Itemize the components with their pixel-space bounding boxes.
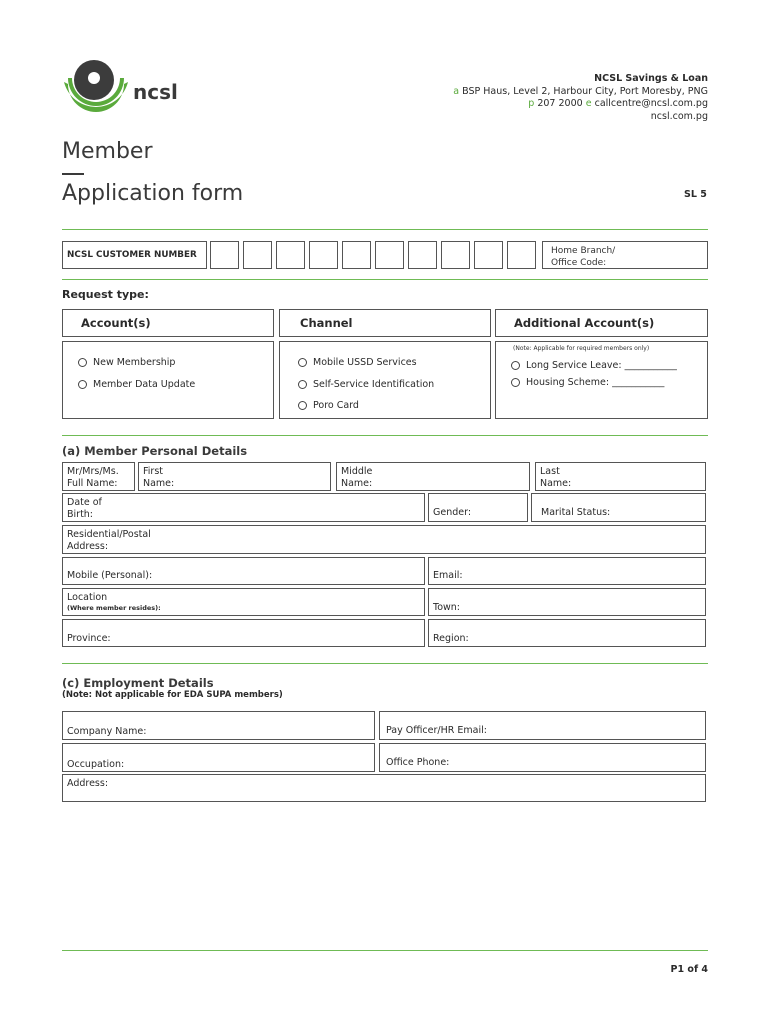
org-website: ncsl.com.pg bbox=[650, 110, 708, 122]
town-label: Town: bbox=[433, 602, 460, 613]
employer-address-field[interactable] bbox=[62, 774, 706, 802]
customer-number-cell[interactable] bbox=[375, 241, 404, 269]
title-label: Mr/Mrs/Ms. bbox=[67, 466, 119, 477]
additional-accounts-heading: Additional Account(s) bbox=[495, 309, 708, 337]
last-name-field[interactable] bbox=[535, 462, 706, 491]
radio-icon[interactable] bbox=[511, 378, 520, 387]
divider bbox=[62, 950, 708, 951]
page-number: P1 of 4 bbox=[670, 964, 708, 975]
title-field[interactable] bbox=[62, 462, 135, 491]
channel-heading: Channel bbox=[279, 309, 491, 337]
home-branch-field[interactable] bbox=[542, 241, 708, 269]
pay-officer-label: Pay Officer/HR Email: bbox=[386, 725, 487, 736]
divider bbox=[62, 229, 708, 230]
divider bbox=[62, 279, 708, 280]
middle-name-label: Middle bbox=[341, 466, 373, 477]
province-label: Province: bbox=[67, 633, 111, 644]
middle-name-field[interactable] bbox=[336, 462, 530, 491]
customer-number-cell[interactable] bbox=[507, 241, 536, 269]
channel-options bbox=[279, 341, 491, 419]
customer-number-cell[interactable] bbox=[276, 241, 305, 269]
marital-status-field[interactable] bbox=[531, 493, 706, 522]
customer-number-cell[interactable] bbox=[309, 241, 338, 269]
customer-number-label: NCSL CUSTOMER NUMBER bbox=[62, 241, 207, 269]
employment-details-heading: (c) Employment Details bbox=[62, 676, 214, 690]
first-name-field[interactable] bbox=[138, 462, 331, 491]
last-name-label-2: Name: bbox=[540, 478, 572, 489]
company-name-field[interactable] bbox=[62, 711, 375, 740]
personal-details-heading: (a) Member Personal Details bbox=[62, 444, 248, 458]
option-housing-scheme[interactable]: Housing Scheme: ___________ bbox=[511, 375, 707, 389]
town-field[interactable] bbox=[428, 588, 706, 616]
customer-number-cell[interactable] bbox=[342, 241, 371, 269]
org-contact: p 207 2000 e callcentre@ncsl.com.pg bbox=[528, 98, 708, 110]
title-divider bbox=[62, 173, 84, 175]
office-code-label: Office Code: bbox=[551, 258, 607, 268]
mobile-label: Mobile (Personal): bbox=[67, 570, 153, 581]
page-title-member: Member bbox=[62, 139, 153, 164]
office-phone-label: Office Phone: bbox=[386, 757, 450, 768]
middle-name-label-2: Name: bbox=[341, 478, 373, 489]
company-name-label: Company Name: bbox=[67, 726, 147, 737]
marital-status-label: Marital Status: bbox=[541, 507, 611, 518]
first-name-label-2: Name: bbox=[143, 478, 175, 489]
customer-number-cell[interactable] bbox=[243, 241, 272, 269]
option-long-service-leave[interactable]: Long Service Leave: ___________ bbox=[511, 358, 707, 372]
pay-officer-email-field[interactable] bbox=[379, 711, 706, 740]
region-field[interactable] bbox=[428, 619, 706, 647]
form-code: SL 5 bbox=[684, 189, 707, 200]
last-name-label: Last bbox=[540, 466, 560, 477]
divider bbox=[62, 663, 708, 664]
page-title-application-form: Application form bbox=[62, 181, 244, 206]
divider bbox=[62, 435, 708, 436]
logo-text: ncsl bbox=[133, 80, 178, 104]
province-field[interactable] bbox=[62, 619, 425, 647]
radio-icon[interactable] bbox=[298, 358, 307, 367]
customer-number-cell[interactable] bbox=[210, 241, 239, 269]
location-field[interactable] bbox=[62, 588, 425, 616]
accounts-options bbox=[62, 341, 274, 419]
gender-field[interactable] bbox=[428, 493, 528, 522]
home-branch-label: Home Branch/ bbox=[551, 246, 616, 256]
radio-icon[interactable] bbox=[511, 361, 520, 370]
option-self-service-id[interactable]: Self-Service Identification bbox=[298, 377, 490, 391]
customer-number-cell[interactable] bbox=[441, 241, 470, 269]
first-name-label: First bbox=[143, 466, 163, 477]
org-address: a BSP Haus, Level 2, Harbour City, Port Moresby, PNG bbox=[453, 85, 708, 97]
occupation-field[interactable] bbox=[62, 743, 375, 772]
radio-icon[interactable] bbox=[298, 401, 307, 410]
accounts-heading: Account(s) bbox=[62, 309, 274, 337]
organization-details bbox=[453, 73, 708, 123]
radio-icon[interactable] bbox=[298, 380, 307, 389]
address-label: Residential/Postal bbox=[67, 529, 151, 540]
option-member-data-update[interactable]: Member Data Update bbox=[78, 377, 273, 391]
mobile-field[interactable] bbox=[62, 557, 425, 585]
radio-icon[interactable] bbox=[78, 358, 87, 367]
location-note: (Where member resides): bbox=[67, 604, 161, 612]
option-mobile-ussd[interactable]: Mobile USSD Services bbox=[298, 355, 490, 369]
dob-label: Date of bbox=[67, 497, 102, 508]
email-label: Email: bbox=[433, 570, 463, 581]
full-name-label: Full Name: bbox=[67, 478, 118, 489]
email-field[interactable] bbox=[428, 557, 706, 585]
radio-icon[interactable] bbox=[78, 380, 87, 389]
employer-address-label: Address: bbox=[67, 778, 109, 789]
office-phone-field[interactable] bbox=[379, 743, 706, 772]
org-name: NCSL Savings & Loan bbox=[594, 73, 708, 84]
occupation-label: Occupation: bbox=[67, 759, 125, 770]
option-poro-card[interactable]: Poro Card bbox=[298, 398, 490, 412]
date-of-birth-field[interactable] bbox=[62, 493, 425, 522]
dob-label-2: Birth: bbox=[67, 509, 94, 520]
request-type-heading: Request type: bbox=[62, 288, 149, 301]
residential-address-field[interactable] bbox=[62, 525, 706, 554]
additional-options bbox=[495, 341, 708, 419]
customer-number-cell[interactable] bbox=[408, 241, 437, 269]
employment-note: (Note: Not applicable for EDA SUPA members) bbox=[62, 690, 283, 700]
option-new-membership[interactable]: New Membership bbox=[78, 355, 273, 369]
address-label-2: Address: bbox=[67, 541, 109, 552]
gender-label: Gender: bbox=[433, 507, 472, 518]
additional-note: (Note: Applicable for required members only) bbox=[513, 345, 650, 352]
region-label: Region: bbox=[433, 633, 469, 644]
location-label: Location bbox=[67, 592, 108, 603]
customer-number-cell[interactable] bbox=[474, 241, 503, 269]
logo-mark-icon bbox=[62, 58, 132, 120]
